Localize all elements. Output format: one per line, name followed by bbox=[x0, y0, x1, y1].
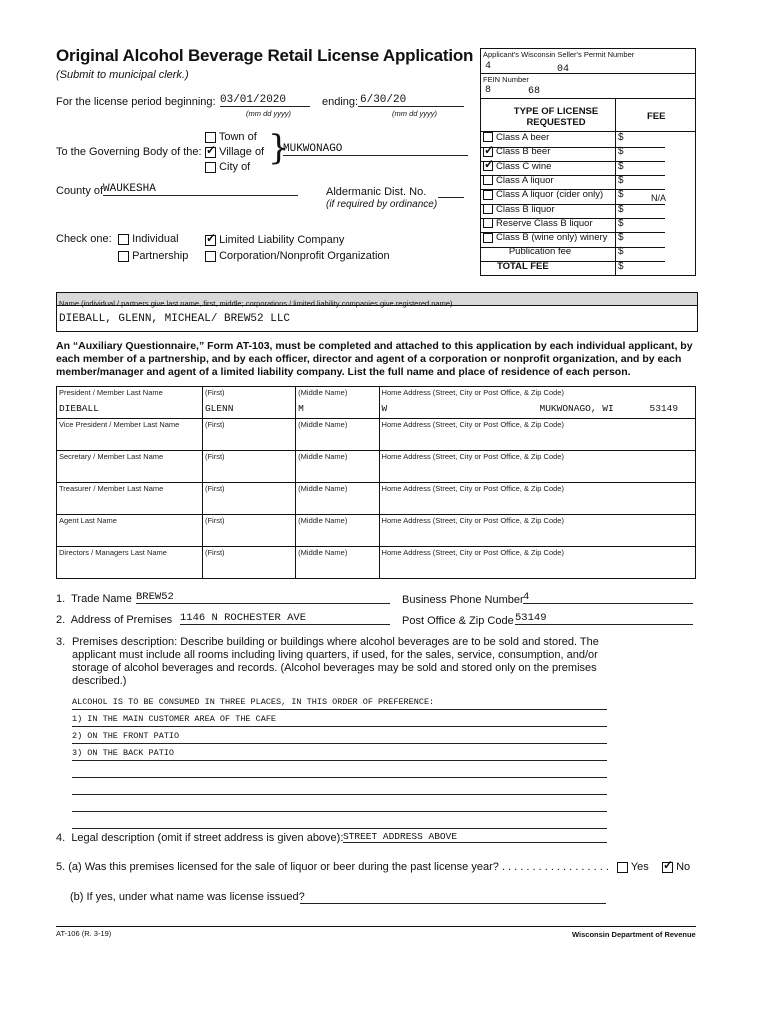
license-checkbox[interactable] bbox=[483, 175, 493, 185]
license-label: Class B beer bbox=[496, 146, 551, 158]
divider bbox=[481, 73, 695, 74]
legal-description-field[interactable]: STREET ADDRESS ABOVE bbox=[343, 831, 607, 843]
county-field[interactable]: WAUKESHA bbox=[103, 183, 298, 196]
period-end-value: 6/30/20 bbox=[360, 94, 407, 106]
first-label: (First) bbox=[204, 484, 225, 493]
license-row[interactable] bbox=[481, 175, 665, 191]
fein-label: FEIN Number bbox=[483, 75, 529, 84]
description-line[interactable] bbox=[72, 795, 607, 812]
seller-permit-label: Applicant's Wisconsin Seller's Permit Number bbox=[483, 50, 635, 59]
fee-value[interactable]: $ bbox=[618, 217, 624, 229]
agency-name: Wisconsin Department of Revenue bbox=[572, 930, 696, 939]
city-label: City of bbox=[219, 161, 251, 173]
license-label: Publication fee bbox=[508, 246, 572, 258]
ending-label: ending: bbox=[322, 96, 359, 108]
llc-label: Limited Liability Company bbox=[219, 234, 345, 246]
q4-label bbox=[56, 832, 343, 844]
city-checkbox[interactable] bbox=[205, 162, 216, 173]
town-checkbox[interactable] bbox=[205, 132, 216, 143]
description-line[interactable]: ALCOHOL IS TO BE CONSUMED IN THREE PLACES, IN THIS ORDER OF PREFERENCE: bbox=[72, 693, 607, 710]
q2-text: Address of Premises bbox=[70, 614, 173, 626]
license-label: Class B liquor bbox=[496, 203, 555, 215]
q5a-label: 5. (a) Was this premises licensed for the sale of liquor or beer during the past license year? . . . . . . . . . . . . . . . . . . bbox=[56, 861, 609, 873]
q5-no-label: No bbox=[676, 861, 691, 873]
q2-label bbox=[56, 614, 172, 626]
q1-text: Trade Name bbox=[71, 593, 132, 605]
fee-header: FEE bbox=[647, 111, 666, 122]
address-label: Home Address (Street, City or Post Office, & Zip Code) bbox=[381, 516, 564, 525]
first-label: (First) bbox=[204, 548, 225, 557]
license-label: Class A beer bbox=[496, 132, 550, 143]
license-row[interactable] bbox=[481, 161, 665, 177]
q5-no-checkbox[interactable] bbox=[662, 862, 673, 873]
middle-label: (Middle Name) bbox=[298, 388, 348, 397]
q1-num: 1. bbox=[56, 593, 66, 605]
license-row[interactable] bbox=[481, 146, 665, 162]
address-label: Home Address (Street, City or Post Office, & Zip Code) bbox=[381, 484, 564, 493]
fee-value[interactable]: $ bbox=[618, 246, 624, 258]
license-checkbox[interactable] bbox=[483, 190, 493, 200]
fee-value[interactable]: $ bbox=[618, 260, 624, 272]
fee-value[interactable]: $ bbox=[618, 160, 624, 172]
license-rows bbox=[481, 132, 695, 275]
table-row bbox=[57, 483, 696, 515]
llc-option[interactable] bbox=[205, 234, 344, 246]
form-id: AT-106 (R. 3-19) bbox=[56, 929, 112, 938]
partnership-checkbox[interactable] bbox=[118, 251, 129, 262]
role-label: Secretary / Member Last Name bbox=[59, 452, 164, 461]
license-row[interactable] bbox=[481, 232, 665, 248]
name-label: Name (individual / partners give last name, first, middle; corporations / limited liability companies give registered name) bbox=[59, 299, 453, 308]
license-label: Class B (wine only) winery bbox=[496, 232, 608, 244]
license-checkbox[interactable] bbox=[483, 204, 493, 214]
q5-no-option[interactable] bbox=[662, 861, 690, 873]
q5-yes-checkbox[interactable] bbox=[617, 862, 628, 873]
llc-checkbox[interactable] bbox=[205, 235, 216, 246]
phone-label: Business Phone Number bbox=[402, 594, 524, 606]
q1-label bbox=[56, 593, 132, 605]
corp-option[interactable] bbox=[205, 250, 390, 262]
seller-permit-b[interactable]: 04 bbox=[557, 64, 570, 75]
trade-name-field[interactable]: BREW52 bbox=[136, 591, 390, 604]
partnership-label: Partnership bbox=[132, 250, 189, 262]
individual-label: Individual bbox=[132, 233, 179, 245]
first-label: (First) bbox=[204, 452, 225, 461]
license-checkbox[interactable] bbox=[483, 233, 493, 243]
q2-num: 2. bbox=[56, 614, 66, 626]
people-table bbox=[56, 386, 696, 579]
address-field[interactable] bbox=[382, 403, 693, 415]
first-label: (First) bbox=[204, 516, 225, 525]
description-line[interactable] bbox=[72, 761, 607, 778]
license-row[interactable] bbox=[481, 189, 665, 205]
license-row[interactable] bbox=[481, 204, 665, 220]
address-label: Home Address (Street, City or Post Office, & Zip Code) bbox=[381, 548, 564, 557]
license-checkbox[interactable] bbox=[483, 218, 493, 228]
table-row bbox=[57, 451, 696, 483]
first-name-field[interactable]: GLENN bbox=[204, 403, 234, 414]
role-label: Directors / Managers Last Name bbox=[59, 548, 167, 557]
first-label: (First) bbox=[204, 388, 225, 397]
middle-label: (Middle Name) bbox=[298, 484, 348, 493]
fee-value[interactable]: $ bbox=[618, 132, 624, 143]
town-option[interactable] bbox=[205, 131, 257, 143]
table-row bbox=[57, 515, 696, 547]
address-label: Home Address (Street, City or Post Office, & Zip Code) bbox=[381, 420, 564, 429]
role-label: Agent Last Name bbox=[59, 516, 117, 525]
footer-rule bbox=[56, 926, 696, 927]
license-label: TOTAL FEE bbox=[497, 260, 549, 272]
q4-text: Legal description (omit if street address is given above): bbox=[71, 832, 344, 844]
fee-value[interactable]: $ bbox=[618, 232, 624, 244]
q3-text: Premises description: Describe building or buildings where alcohol beverages are to be sold and stored. The applicant must include all rooms including living quarters, if used, for the sales, service, consumption, and/or storage of alcohol beverages and records. (Alcohol beverages may be sold and stored only on the premises described.) bbox=[72, 636, 599, 687]
license-checkbox[interactable] bbox=[483, 161, 493, 171]
aldermanic-label: Aldermanic Dist. No. bbox=[326, 186, 427, 198]
q5b-field[interactable] bbox=[300, 891, 606, 904]
last-name-field[interactable]: DIEBALL bbox=[59, 403, 99, 414]
table-row bbox=[57, 387, 696, 419]
form-title: Original Alcohol Beverage Retail License Application bbox=[56, 46, 474, 65]
license-row[interactable] bbox=[481, 218, 665, 234]
license-row[interactable] bbox=[481, 261, 665, 277]
description-line[interactable] bbox=[72, 778, 607, 795]
table-row bbox=[57, 547, 696, 579]
aldermanic-hint: (if required by ordinance) bbox=[326, 199, 438, 210]
description-line[interactable]: 1) IN THE MAIN CUSTOMER AREA OF THE CAFE bbox=[72, 710, 607, 727]
fee-value[interactable]: $ bbox=[618, 189, 624, 201]
table-row bbox=[57, 419, 696, 451]
village-checkbox[interactable] bbox=[205, 147, 216, 158]
description-line[interactable]: 3) ON THE BACK PATIO bbox=[72, 744, 607, 761]
divider bbox=[481, 98, 695, 99]
license-row[interactable] bbox=[481, 246, 665, 262]
seller-permit-a[interactable]: 4 bbox=[485, 61, 492, 72]
license-label: Class A liquor (cider only) bbox=[496, 189, 604, 201]
address-zip: 53149 bbox=[649, 403, 679, 414]
brace-icon: } bbox=[268, 128, 290, 168]
description-line[interactable]: 2) ON THE FRONT PATIO bbox=[72, 727, 607, 744]
premises-address-field[interactable]: 1146 N ROCHESTER AVE bbox=[180, 612, 390, 625]
town-label: Town of bbox=[218, 131, 257, 143]
middle-label: (Middle Name) bbox=[298, 548, 348, 557]
license-row[interactable] bbox=[481, 132, 665, 148]
role-label: Vice President / Member Last Name bbox=[59, 420, 180, 429]
period-begin-field[interactable]: 03/01/2020 bbox=[220, 94, 310, 107]
check-one-label: Check one: bbox=[56, 233, 112, 245]
premises-description bbox=[72, 693, 607, 829]
aux-notice: An “Auxiliary Questionnaire,” Form AT-103, must be completed and attached to this application by each individual applicant, by each member of a partnership, and by each officer, director and agent of a corporation or nonprofit organization, and by each member/manager and agent of a limited liability company. List the full name and place of residence of each person. bbox=[56, 340, 693, 378]
name-box bbox=[56, 292, 698, 332]
middle-label: (Middle Name) bbox=[298, 452, 348, 461]
address-label: Home Address (Street, City or Post Office, & Zip Code) bbox=[381, 452, 564, 461]
q5-yes-option[interactable] bbox=[617, 861, 649, 873]
date-hint-2: (mm dd yyyy) bbox=[392, 109, 437, 118]
village-option[interactable] bbox=[205, 146, 264, 158]
middle-label: (Middle Name) bbox=[298, 516, 348, 525]
license-label: Reserve Class B liquor bbox=[496, 217, 593, 229]
city-option[interactable] bbox=[205, 161, 250, 173]
license-box bbox=[480, 48, 696, 276]
name-header bbox=[57, 293, 697, 306]
period-label: For the license period beginning: bbox=[56, 96, 216, 108]
zip-label: Post Office & Zip Code bbox=[402, 615, 514, 627]
fein-a[interactable]: 8 bbox=[485, 85, 492, 96]
address-street: W bbox=[381, 403, 388, 414]
partnership-option[interactable] bbox=[118, 250, 188, 262]
individual-option[interactable] bbox=[118, 233, 179, 245]
county-label: County of bbox=[56, 185, 104, 197]
fein-b[interactable]: 68 bbox=[528, 86, 541, 97]
fee-value[interactable]: $ bbox=[618, 203, 624, 215]
license-type-header: TYPE OF LICENSE REQUESTED bbox=[513, 106, 599, 128]
q5b-label: (b) If yes, under what name was license issued? bbox=[70, 891, 305, 903]
middle-name-field[interactable]: M bbox=[298, 403, 304, 414]
q4-num: 4. bbox=[56, 832, 66, 844]
form-subtitle: (Submit to municipal clerk.) bbox=[56, 69, 189, 81]
license-checkbox[interactable] bbox=[483, 132, 493, 142]
middle-label: (Middle Name) bbox=[298, 420, 348, 429]
q3-num: 3. bbox=[56, 636, 66, 648]
fee-value[interactable]: $ bbox=[618, 146, 624, 158]
period-end-field[interactable] bbox=[358, 94, 464, 107]
role-label: President / Member Last Name bbox=[59, 388, 163, 397]
fee-na: N/A bbox=[651, 193, 667, 203]
address-label: Home Address (Street, City or Post Office, & Zip Code) bbox=[381, 388, 564, 397]
first-label: (First) bbox=[204, 420, 225, 429]
q5-yes-label: Yes bbox=[630, 861, 649, 873]
name-field[interactable]: DIEBALL, GLENN, MICHEAL/ BREW52 LLC bbox=[59, 313, 291, 325]
role-label: Treasurer / Member Last Name bbox=[59, 484, 164, 493]
description-line[interactable] bbox=[72, 812, 607, 829]
license-label: Class C wine bbox=[496, 160, 552, 172]
corp-checkbox[interactable] bbox=[205, 251, 216, 262]
license-checkbox[interactable] bbox=[483, 147, 493, 157]
corp-label: Corporation/Nonprofit Organization bbox=[219, 250, 390, 262]
address-city: MUKWONAGO, WI bbox=[539, 403, 614, 414]
municipality-field[interactable]: MUKWONAGO bbox=[283, 143, 468, 156]
aldermanic-field[interactable] bbox=[438, 186, 464, 198]
zip-field[interactable]: 53149 bbox=[515, 612, 693, 625]
fee-value[interactable]: $ bbox=[618, 174, 624, 186]
phone-field[interactable]: 4 bbox=[523, 591, 693, 604]
individual-checkbox[interactable] bbox=[118, 234, 129, 245]
governing-body-label: To the Governing Body of the: bbox=[56, 146, 202, 158]
license-label: Class A liquor bbox=[496, 174, 554, 186]
date-hint: (mm dd yyyy) bbox=[246, 109, 291, 118]
village-label: Village of bbox=[219, 146, 265, 158]
